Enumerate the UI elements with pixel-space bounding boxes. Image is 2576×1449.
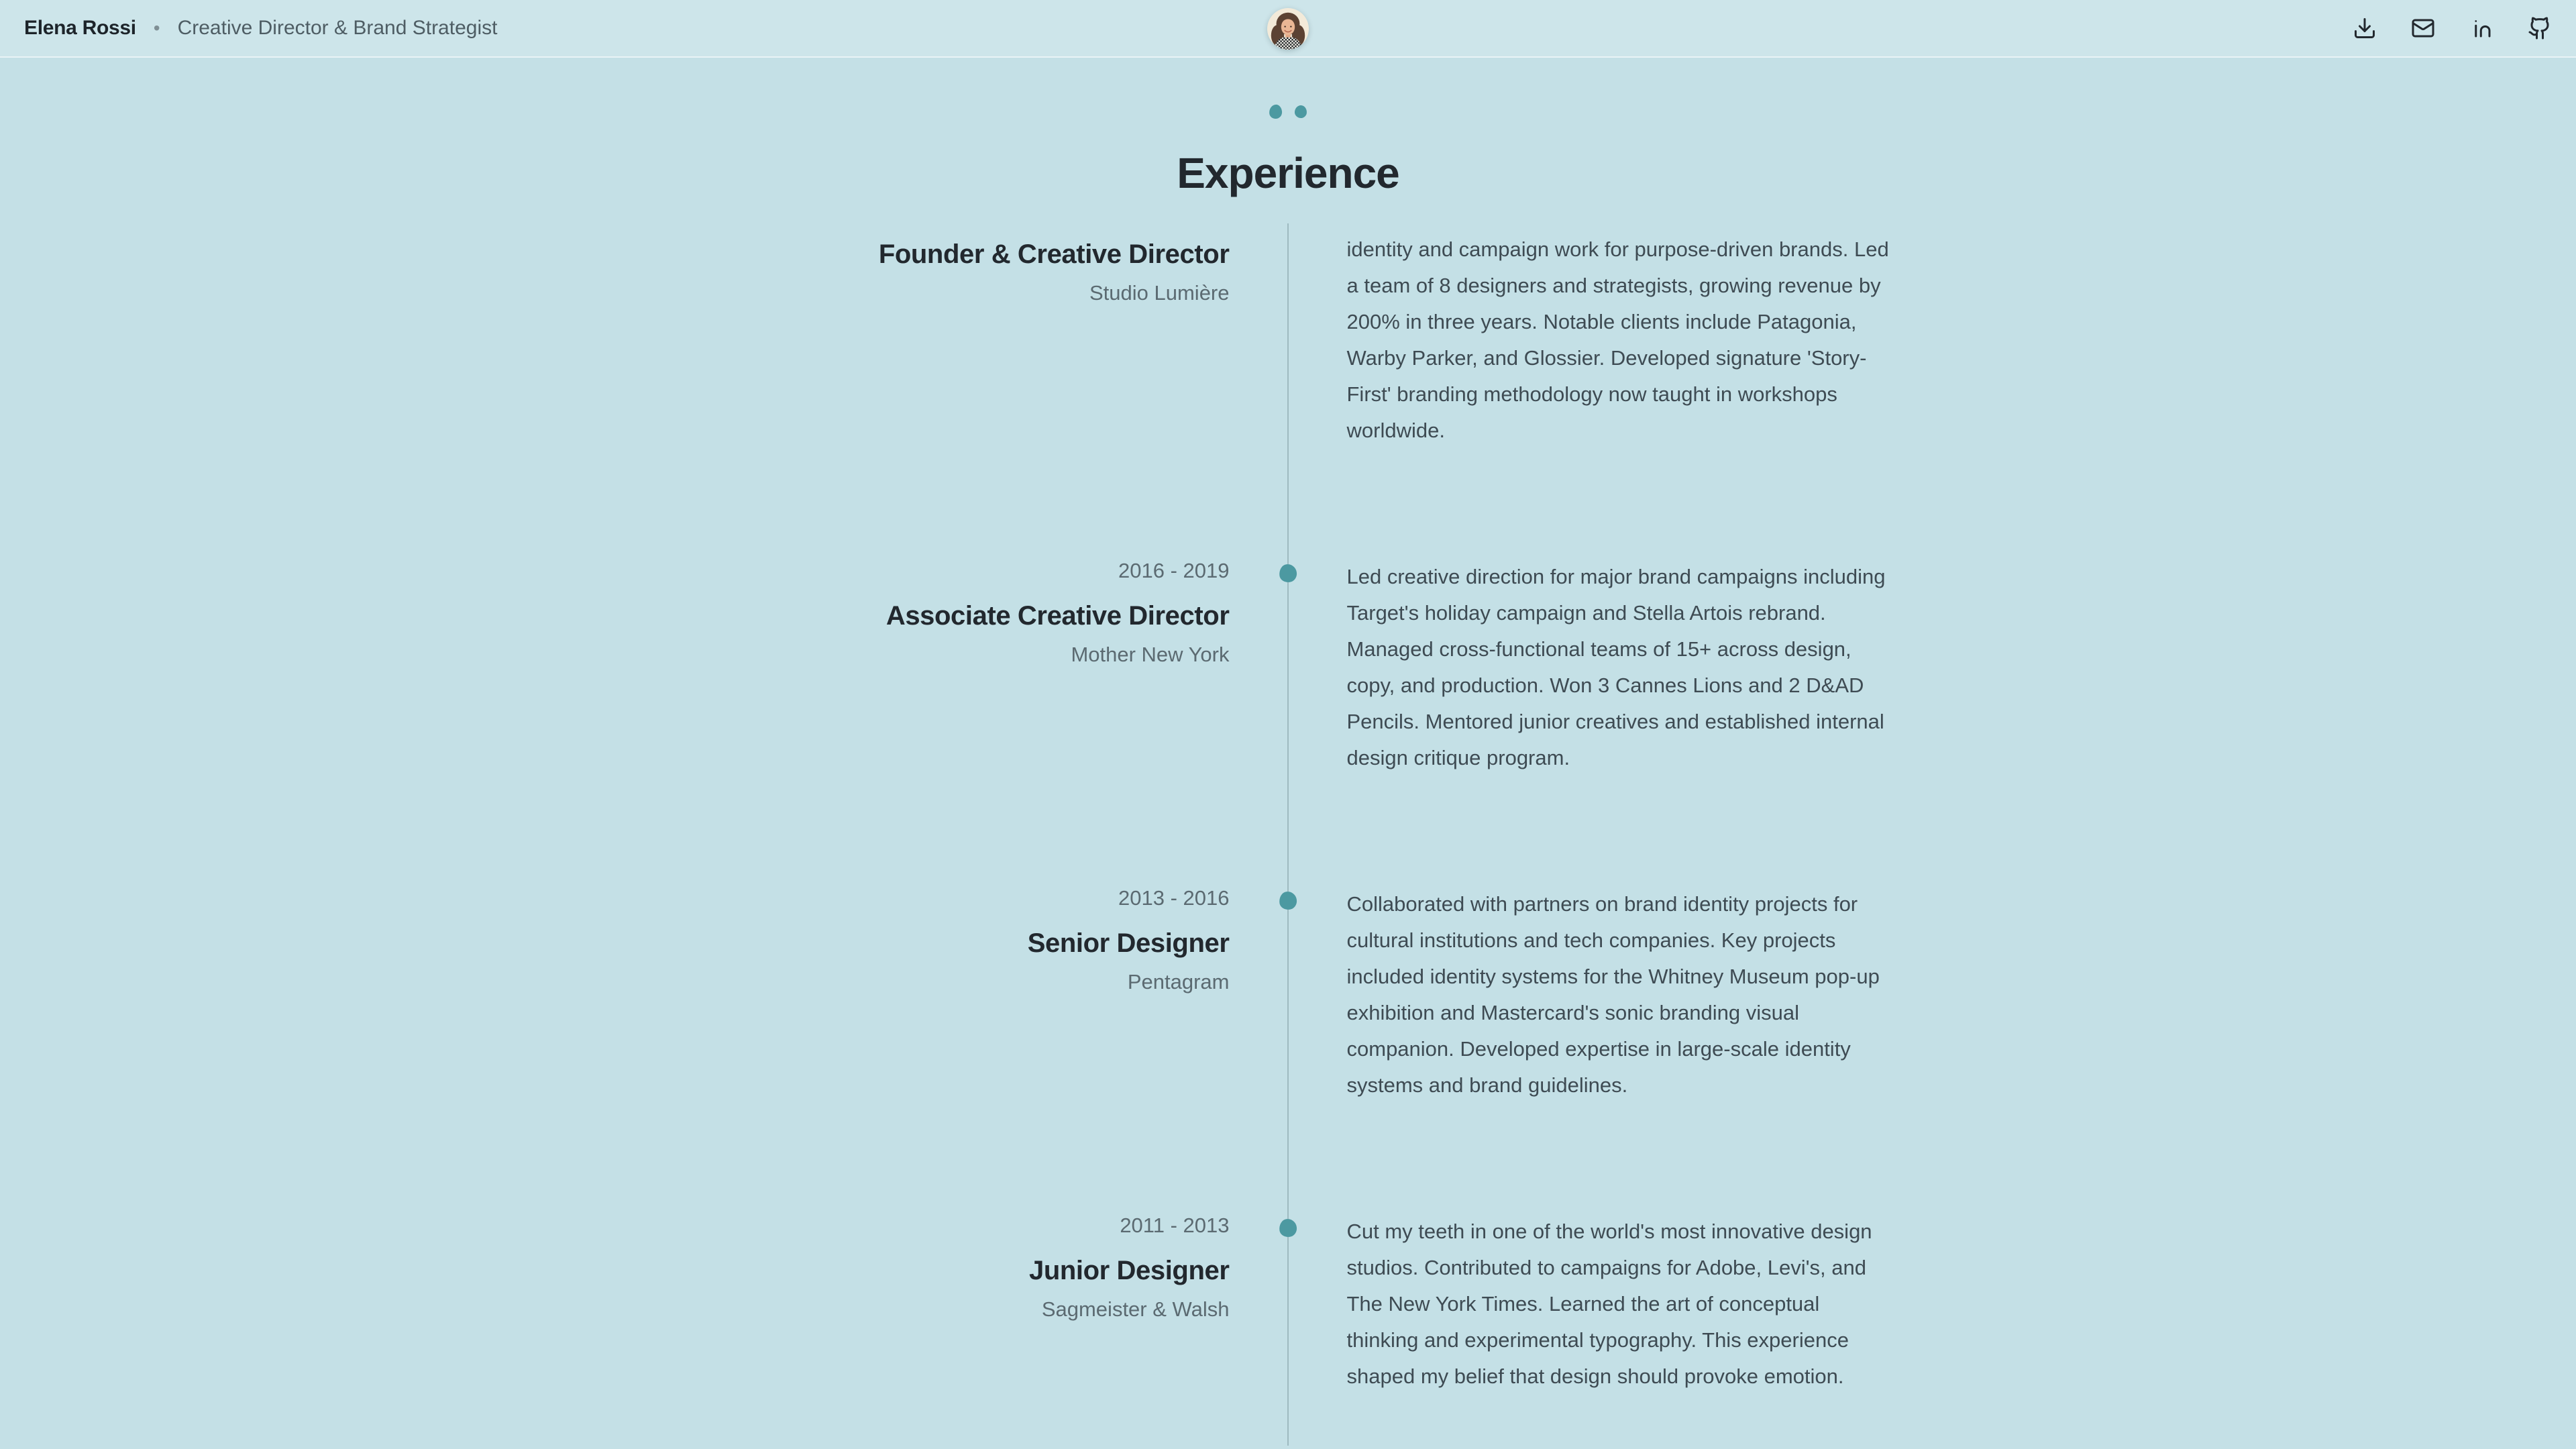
accent-dot: [1269, 104, 1283, 119]
experience-description: Led creative direction for major brand campaigns including Target's holiday campaign and Stella Artois rebrand. Managed cross-functional teams of 15+ across design, copy, and production. Won 3 Cannes Lions and 2 D&AD Pencils. Mentored junior creatives and established internal design critique program.: [1346, 565, 1886, 769]
github-icon[interactable]: [2528, 16, 2552, 40]
experience-description: Collaborated with partners on brand identity projects for cultural institutions and tech companies. Key projects included identity systems for the Whitney Museum pop-up exhibition and Mastercard's sonic branding visual companion. Developed expertise in large-scale identity systems and brand guidelines.: [1346, 892, 1880, 1097]
avatar-illustration: [1267, 8, 1309, 50]
header-actions: [2353, 16, 2552, 40]
experience-company: Pentagram: [1127, 970, 1230, 994]
avatar: [1267, 8, 1309, 50]
timeline-dot: [1278, 1218, 1298, 1238]
page-title: Experience: [1177, 149, 1399, 197]
experience-period: 2013 - 2016: [1118, 886, 1230, 910]
timeline-dot: [1278, 890, 1298, 910]
timeline-dot: [1278, 563, 1298, 583]
entry-meta: [686, 231, 1230, 449]
entry-meta: [686, 1214, 1230, 1395]
linkedin-icon[interactable]: [2469, 16, 2493, 40]
entry-meta: [686, 886, 1230, 1104]
experience-entry: [686, 231, 1890, 449]
top-bar: [0, 0, 2576, 58]
separator-dot: •: [153, 17, 160, 38]
experience-period: 2016 - 2019: [1118, 559, 1230, 582]
accent-dot: [1294, 105, 1307, 118]
experience-company: Sagmeister & Walsh: [1041, 1297, 1230, 1321]
experience-title: Junior Designer: [1028, 1256, 1230, 1285]
experience-description: Cut my teeth in one of the world's most innovative design studios. Contributed to campaigns for Adobe, Levi's, and The New York Times. Learned the art of conceptual thinking and experimental typography. This experience shaped my belief that design should provoke emotion.: [1346, 1220, 1872, 1388]
experience-description: identity and campaign work for purpose-driven brands. Led a team of 8 designers and strategists, growing revenue by 200% in three years. Notable clients include Patagonia, Warby Parker, and Glossier. Developed signature 'Story-First' branding methodology now taught in workshops worldwide.: [1346, 237, 1889, 442]
experience-company: Studio Lumière: [1089, 281, 1230, 305]
person-role: Creative Director & Brand Strategist: [177, 17, 498, 39]
experience-title: Founder & Creative Director: [878, 239, 1230, 269]
download-icon[interactable]: [2353, 16, 2377, 40]
entry-meta: [686, 559, 1230, 776]
experience-timeline: [686, 223, 1890, 1395]
identity: [24, 17, 497, 40]
experience-entry: [686, 886, 1890, 1104]
experience-entry: [686, 559, 1890, 776]
accent-dots: [0, 105, 2576, 119]
experience-company: Mother New York: [1071, 643, 1230, 666]
experience-entry: [686, 1214, 1890, 1395]
experience-period: 2011 - 2013: [1120, 1214, 1230, 1237]
experience-title: Associate Creative Director: [885, 601, 1230, 631]
mail-icon[interactable]: [2411, 16, 2435, 40]
person-name: Elena Rossi: [24, 17, 136, 39]
experience-title: Senior Designer: [1027, 928, 1230, 958]
